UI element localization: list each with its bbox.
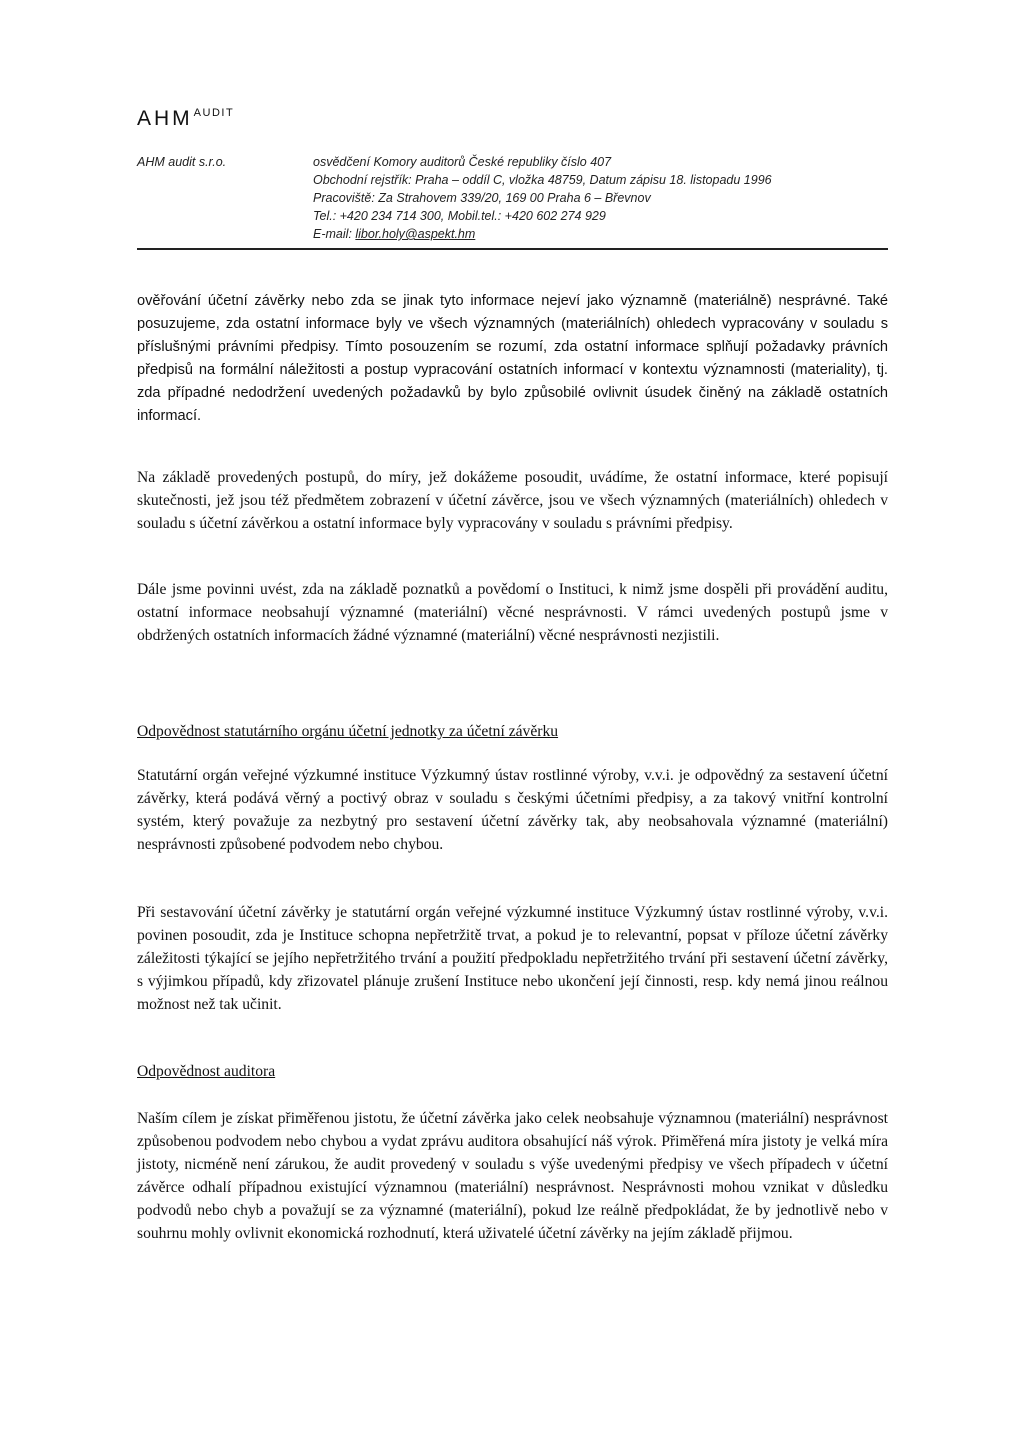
paragraph-conclusion: Na základě provedených postupů, do míry, jež dokážeme posoudit, uvádíme, že ostatní informace, které popisují skutečnosti, jež jsou též předmětem zobrazení v účetní závěrce, jsou ve všech významných (materiálních) ohledech v souladu s účetní závěrkou a ostatní informace byly vypracovány v souladu s právními předpisy. — [137, 469, 888, 533]
header-divider — [137, 248, 888, 250]
logo-main: AHM — [137, 107, 193, 130]
company-logo — [137, 107, 234, 131]
header-line: Pracoviště: Za Strahovem 339/20, 169 00 Praha 6 – Břevnov — [313, 191, 651, 205]
section-heading-statutory: Odpovědnost statutárního orgánu účetní jednotky za účetní závěrku — [137, 723, 559, 740]
paragraph-auditor-responsibility: Naším cílem je získat přiměřenou jistotu, že účetní závěrka jako celek neobsahuje významnou (materiální) nesprávnost způsobenou podvodem nebo chybou a vydat zprávu auditora obsahující náš výrok. Přiměřená míra jistoty je velká míra jistoty, nicméně není zárukou, že audit provedený v souladu s výše uvedenými předpisy ve všech případech v účetní závěrce odhalí případnou existující významnou (materiální) nesprávnost. Nesprávnosti mohou vznikat v důsledku podvodů nebo chyb a považují se za významné (materiální), pokud lze reálně předpokládat, že by jednotlivě nebo v souhrnu mohly ovlivnit ekonomická rozhodnutí, která uživatelé účetní závěrky na jejím základě přijmou. — [137, 1110, 888, 1243]
paragraph-statutory-responsibility: Statutární orgán veřejné výzkumné instituce Výzkumný ústav rostlinné výroby, v.v.i. je odpovědný za sestavení účetní závěrky, která podává věrný a poctivý obraz v souladu s českými účetními předpisy, a za takový vnitřní kontrolní systém, který považuje za nezbytný pro sestavení účetní závěrky tak, aby neobsahovala významné (materiální) nesprávnosti způsobené podvodem nebo chybou. — [137, 767, 888, 854]
email-label: E-mail: — [313, 227, 356, 241]
company-name: AHM audit s.r.o. — [137, 155, 227, 169]
email-link[interactable]: libor.holy@aspekt.hm — [355, 227, 476, 241]
header-line: osvědčení Komory auditorů České republiky číslo 407 — [313, 155, 612, 169]
section-heading-auditor: Odpovědnost auditora — [137, 1063, 276, 1080]
header-info-block — [313, 153, 893, 243]
paragraph-other-information: ověřování účetní závěrky nebo zda se jinak tyto informace nejeví jako významně (materiálně) nesprávné. Také posuzujeme, zda ostatní informace byly ve všech významných (materiálních) ohledech vypracovány v souladu s příslušnými právními předpisy. Tímto posouzením se rozumí, zda ostatní informace splňují požadavky právních předpisů na formální náležitosti a postup vypracování ostatních informací v kontextu významnosti (materiality), tj. zda případné nedodržení uvedených požadavků by bylo způsobilé ovlivnit úsudek činěný na základě ostatních informací. — [137, 293, 888, 425]
header-email-line — [313, 225, 893, 243]
paragraph-going-concern: Při sestavování účetní závěrky je statutární orgán veřejné výzkumné instituce Výzkumný ústav rostlinné výroby, v.v.i. povinen posoudit, zda je Instituce schopna nepřetržitě trvat, a pokud je to relevantní, popsat v příloze účetní závěrky záležitosti týkající se jejího nepřetržitého trvání a použití předpokladu nepřetržitého trvání při sestavení účetní závěrky, s výjimkou případů, kdy zřizovatel plánuje zrušení Instituce nebo ukončení její činnosti, resp. kdy nemá jinou reálnou možnost než tak učinit. — [137, 904, 888, 1014]
logo-superscript: AUDIT — [193, 107, 235, 119]
header-line: Obchodní rejstřík: Praha – oddíl C, vložka 48759, Datum zápisu 18. listopadu 1996 — [313, 173, 772, 187]
paragraph-duty: Dále jsme povinni uvést, zda na základě poznatků a povědomí o Instituci, k nimž jsme dospěli při provádění auditu, ostatní informace neobsahují významné (materiální) věcné nesprávnosti. V rámci uvedených postupů jsme v obdržených ostatních informacích žádné významné (materiální) věcné nesprávnosti nezjistili. — [137, 581, 888, 645]
header-line: Tel.: +420 234 714 300, Mobil.tel.: +420 602 274 929 — [313, 209, 606, 223]
